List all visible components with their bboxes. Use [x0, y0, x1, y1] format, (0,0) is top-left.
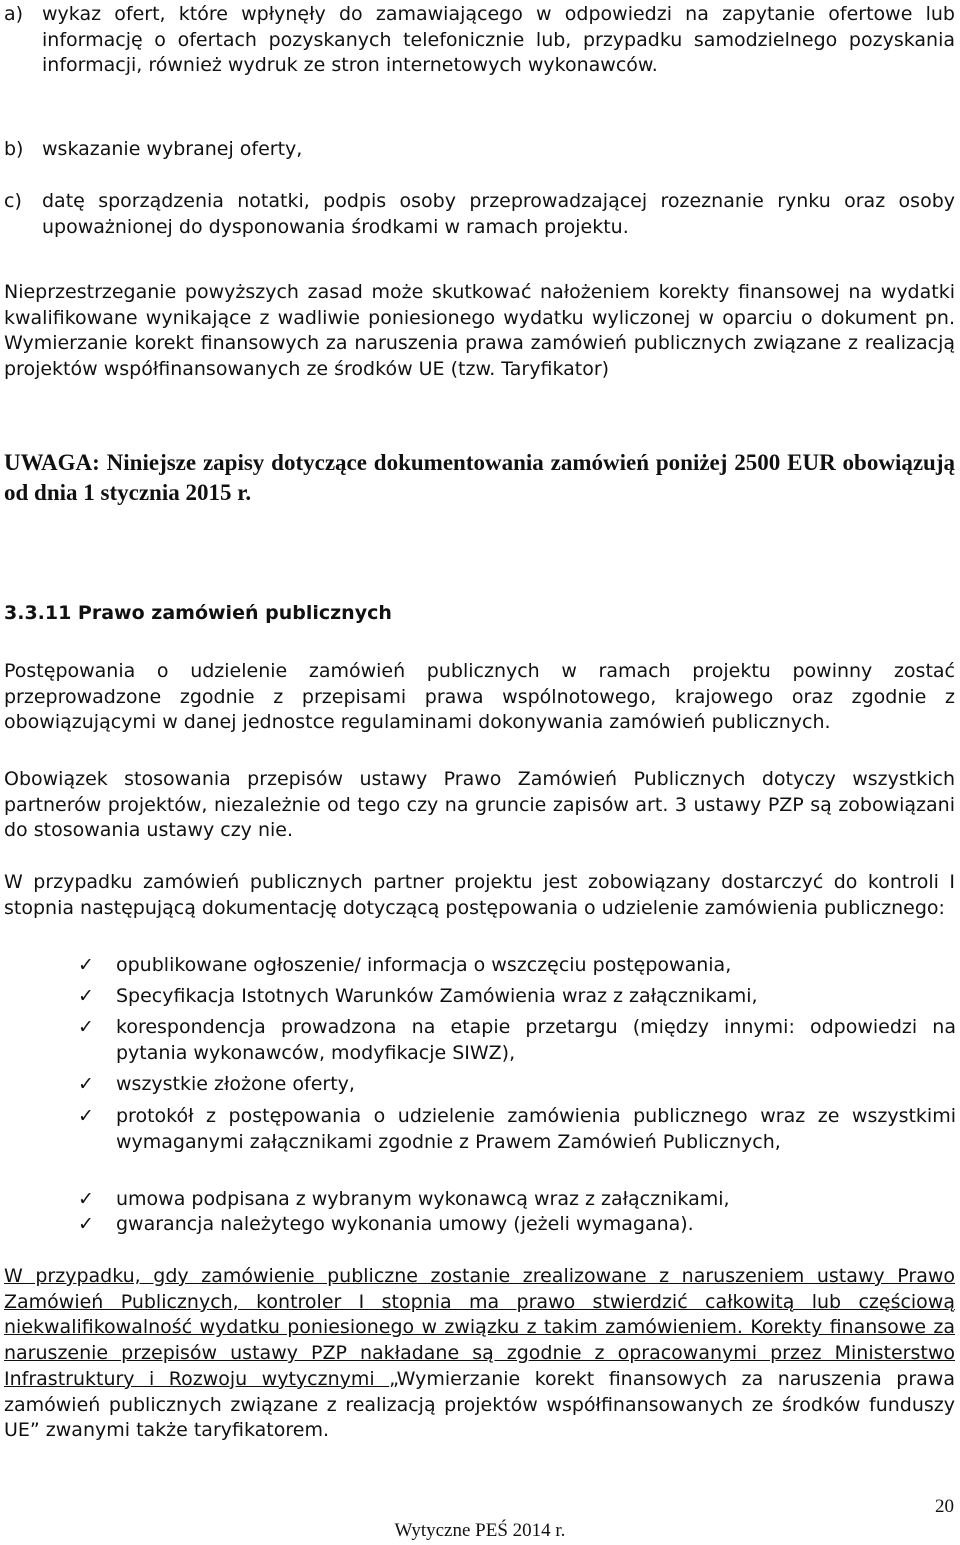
checkmark-icon: ✓ [78, 1016, 94, 1038]
paragraph-postepowania: Postępowania o udzielenie zamówień publicznych w ramach projektu powinny zostać przeprowadzone zgodnie z przepisami prawa wspólnotowego, krajowego oraz zgodnie z obowiązującymi w danej jednostce regulaminami dokonywania zamówień publicznych. [4, 660, 955, 734]
list-text: datę sporządzenia notatki, podpis osoby przeprowadzającej rozeznanie rynku oraz osoby upoważnionej do dysponowania środkami w ramach projektu. [42, 190, 955, 238]
checkmark-icon: ✓ [78, 1188, 94, 1210]
checklist-text: opublikowane ogłoszenie/ informacja o wszczęciu postępowania, [116, 954, 732, 976]
underlined-text: W przypadku, gdy zamówienie publiczne zostanie zrealizowane z naruszeniem ustawy Prawo Zamówień Publicznych, kontroler I stopnia ma prawo stwierdzić całkowitą lub częściową niekwalifikowalność wydatku poniesionego w związku z takim zamówieniem. Korekty finansowe za naruszenie przepisów ustawy PZP nakładane są zgodnie z opracowanymi przez Ministerstwo Infrastruktury i Rozwoju wytycznymi [4, 1265, 955, 1390]
checklist-item [78, 953, 956, 979]
checkmark-icon: ✓ [78, 954, 94, 976]
page-footer: Wytyczne PEŚ 2014 r. [394, 1520, 566, 1541]
list-item-c [4, 189, 955, 240]
checklist-item [78, 1072, 956, 1098]
checklist-text: Specyfikacja Istotnych Warunków Zamówienia wraz z załącznikami, [116, 985, 758, 1007]
page-number: 20 [935, 1496, 954, 1517]
checkmark-icon: ✓ [78, 1105, 94, 1127]
checklist-text: protokół z postępowania o udzielenie zamówienia publicznego wraz ze wszystkimi wymaganymi załącznikami zgodnie z Prawem Zamówień Publicznych, [116, 1105, 956, 1153]
checklist-item [78, 984, 956, 1010]
checklist-item [78, 1104, 956, 1155]
uwaga-note: UWAGA: Niniejsze zapisy dotyczące dokumentowania zamówień poniżej 2500 EUR obowiązują od dnia 1 stycznia 2015 r. [4, 450, 955, 505]
list-label: b) [4, 138, 24, 160]
checklist-item [78, 1212, 956, 1238]
checklist-text: umowa podpisana z wybranym wykonawcą wraz z załącznikami, [116, 1188, 730, 1210]
checklist-text: wszystkie złożone oferty, [116, 1073, 355, 1095]
checklist-text: korespondencja prowadzona na etapie przetargu (między innymi: odpowiedzi na pytania wykonawców, modyfikacje SIWZ), [116, 1016, 956, 1064]
list-text: wskazanie wybranej oferty, [42, 138, 303, 160]
checklist-item [78, 1015, 956, 1066]
paragraph-final [4, 1264, 955, 1444]
checkmark-icon: ✓ [78, 985, 94, 1007]
list-text: wykaz ofert, które wpłynęły do zamawiającego w odpowiedzi na zapytanie ofertowe lub informację o ofertach pozyskanych telefonicznie lub, przypadku samodzielnego pozyskania informacji, również wydruk ze stron internetowych wykonawców. [42, 3, 955, 77]
list-label: a) [4, 3, 24, 25]
checklist-text: gwarancja należytego wykonania umowy (jeżeli wymagana). [116, 1213, 694, 1235]
list-label: c) [4, 190, 22, 212]
checkmark-icon: ✓ [78, 1213, 94, 1235]
paragraph-nieprzestrzeganie: Nieprzestrzeganie powyższych zasad może skutkować nałożeniem korekty finansowej na wydatki kwalifikowane wynikające z wadliwie poniesionego wydatku wyliczonej w oparciu o dokument pn. Wymierzanie korekt finansowych za naruszenia prawa zamówień publicznych związane z realizacją projektów współfinansowanych ze środków UE (tzw. Taryfikator) [4, 281, 955, 381]
section-heading: 3.3.11 Prawo zamówień publicznych [4, 602, 392, 624]
list-item-a [4, 2, 955, 79]
paragraph-obowiazek: Obowiązek stosowania przepisów ustawy Prawo Zamówień Publicznych dotyczy wszystkich partnerów projektów, niezależnie od tego czy na gruncie zapisów art. 3 ustawy PZP są zobowiązani do stosowania ustawy czy nie. [4, 768, 955, 842]
final-text: „Wymierzanie korekt finansowych za naruszenia prawa zamówień publicznych związane z realizacją projektów współfinansowanych ze środków funduszy UE” zwanymi także taryfikatorem. [4, 1367, 955, 1442]
list-item-b [4, 137, 955, 163]
checklist-item [78, 1187, 956, 1213]
paragraph-w-przypadku: W przypadku zamówień publicznych partner projektu jest zobowiązany dostarczyć do kontroli I stopnia następującą dokumentację dotyczącą postępowania o udzielenie zamówienia publicznego: [4, 871, 955, 919]
checkmark-icon: ✓ [78, 1073, 94, 1095]
